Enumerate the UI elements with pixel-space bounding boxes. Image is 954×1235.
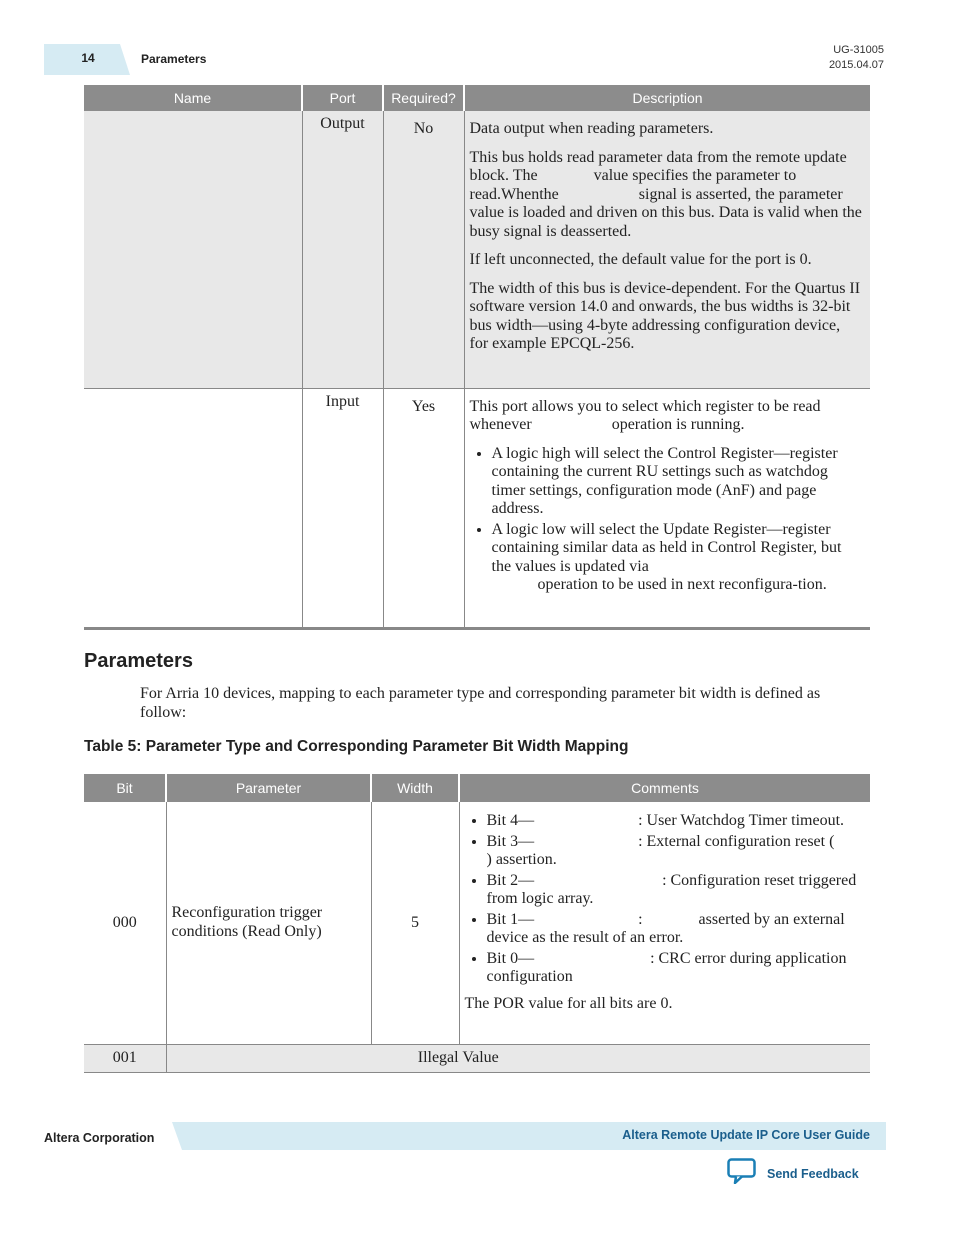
port-cell: Input [302,388,383,628]
col-width: Width [371,774,459,802]
footer-company: Altera Corporation [44,1131,155,1145]
intro-paragraph: For Arria 10 devices, mapping to each parameter type and corresponding parameter bit width is defined as follow: [140,685,821,721]
description-text: This port allows you to select which register to be read whenever operation is running. [469,397,825,433]
doc-id: UG-31005 [833,44,884,56]
list-item: • A logic high will select the Control Register—register containing the current RU settings such as watchdog timer settings, configuration mode (AnF) and page address. [492,445,863,519]
port-cell: Output [302,111,383,388]
description-text: This bus holds read parameter data from the remote update block. The value specifies the parameter to read.Whenthe signal is asserted, the parameter value is loaded and driven on this bus. Data is valid when the busy signal is deasserted. [469,148,866,240]
col-description: Description [464,85,870,111]
port-table-header [84,85,870,111]
list-item: • Bit 2— : Configuration reset triggered from logic array. [487,872,863,909]
table-caption: Table 5: Parameter Type and Corresponding Parameter Bit Width Mapping [84,738,629,755]
send-feedback-label: Send Feedback [767,1166,859,1181]
comments-note: The POR value for all bits are 0. [464,994,673,1012]
name-cell [84,388,302,628]
col-port: Port [302,85,383,111]
parameter-cell: Reconfiguration trigger conditions (Read Only) [166,802,371,1044]
table-row [84,802,870,1044]
col-parameter: Parameter [166,774,371,802]
list-item: • Bit 1— : asserted by an external device as the result of an error. [487,911,863,948]
page-number: 14 [81,51,95,65]
list-item-text: operation to be used in next reconfigura-tion. [537,576,827,593]
table-row [84,111,870,388]
send-feedback-link[interactable] [727,1158,859,1189]
bullet-list [465,812,891,987]
bullet-list [470,445,863,595]
list-item [492,521,863,595]
col-comments: Comments [459,774,870,802]
col-name: Name [84,85,302,111]
list-item: • Bit 0— : CRC error during application configuration [487,950,863,987]
col-bit: Bit [84,774,166,802]
footer-guide-link[interactable]: Altera Remote Update IP Core User Guide [622,1128,870,1142]
section-heading: Parameters [84,650,193,672]
name-cell [84,111,302,388]
list-item: • Bit 4— : User Watchdog Timer timeout. [487,812,863,831]
table-row [84,388,870,628]
required-cell: No [383,111,464,388]
description-cell [464,388,870,628]
doc-date: 2015.04.07 [828,59,884,71]
description-text: Data output when reading parameters. [469,120,714,137]
port-table [84,85,870,630]
description-text: The width of this bus is device-dependent. For the Quartus II software version 14.0 and onwards, the bus widths is 32-bit bus width—using 4-byte addressing configuration device, for example EPCQL-256. [469,279,861,352]
description-cell [464,111,870,388]
width-cell: 5 [371,802,459,1044]
header-section-title: Parameters [141,52,207,66]
required-cell: Yes [383,388,464,628]
parameter-table-header [84,774,870,802]
feedback-icon [727,1158,757,1189]
comments-cell [459,802,891,1044]
list-item: • Bit 3— : External configuration reset ( ) assertion. [487,833,863,870]
header-doc-info [829,43,884,73]
bit-cell: 001 [84,1044,166,1072]
bit-cell: 000 [84,802,166,1044]
table-row [84,1044,870,1072]
list-item-text: A logic low will select the Update Register—register containing similar data as held in Control Register, but the values is updated via [491,520,842,575]
col-required: Required? [383,85,464,111]
description-text: If left unconnected, the default value for the port is 0. [469,251,812,268]
parameter-table [84,774,891,1073]
illegal-value-cell: Illegal Value [166,1044,870,1072]
